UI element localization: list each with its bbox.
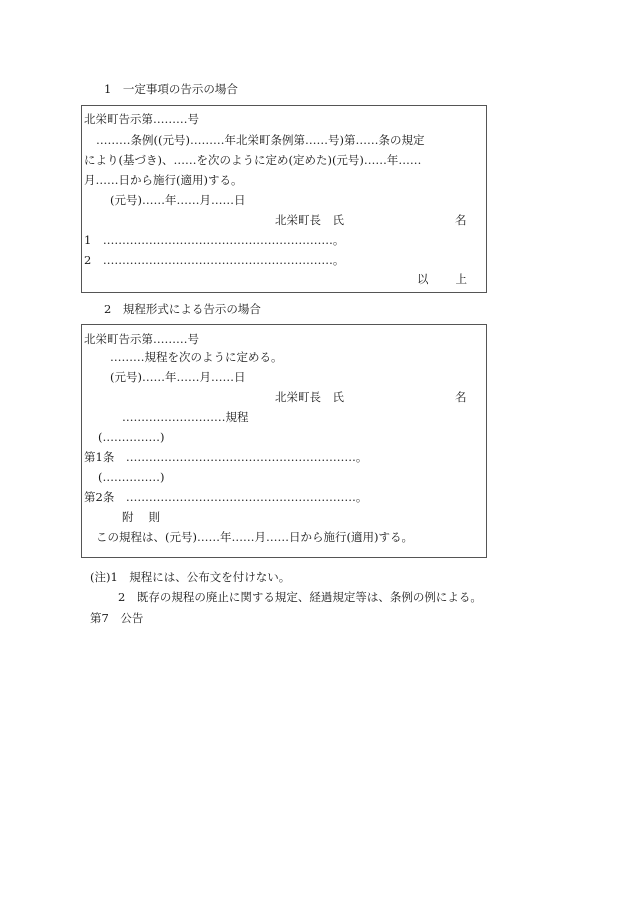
section1-closing [417, 272, 467, 286]
next-section-heading: 第7 公告 [90, 611, 144, 625]
section2-date-line: (元号)……年……月……日 [110, 370, 246, 384]
section2-rule-title: ………………………規程 [122, 410, 249, 424]
section1-body-line1: ………条例((元号)………年北栄町条例第……号)第……条の規定 [96, 133, 425, 147]
section2-supplementary-char-2: 則 [148, 510, 160, 524]
section2-supplementary-title [122, 510, 160, 524]
section1-signer: 北栄町長 氏 [275, 213, 344, 227]
note-1: (注)1 規程には、公布文を付けない。 [90, 570, 291, 584]
section1-body-line3: 月……日から施行(適用)する。 [84, 173, 243, 187]
section2-supplementary-char-1: 附 [122, 510, 134, 524]
section2-heading: 2 規程形式による告示の場合 [104, 302, 261, 316]
section1-signer-name-suffix: 名 [455, 213, 467, 227]
section2-article-2: 第2条 ……………………………………………………。 [84, 490, 368, 504]
note-2: 2 既存の規程の廃止に関する規定、経過規定等は、条例の例による。 [118, 590, 482, 604]
section2-signer: 北栄町長 氏 [275, 390, 344, 404]
section1-item-1: 1 ……………………………………………………。 [84, 233, 345, 247]
section1-notice-number: 北栄町告示第………号 [84, 112, 199, 126]
section1-date-line: (元号)……年……月……日 [110, 193, 246, 207]
section1-heading: 1 一定事項の告示の場合 [104, 82, 238, 96]
section2-article1-caption: (……………) [98, 430, 165, 444]
section2-supplementary-text: この規程は、(元号)……年……月……日から施行(適用)する。 [96, 530, 413, 544]
section2-body-line1: ………規程を次のように定める。 [110, 350, 283, 364]
section2-notice-number: 北栄町告示第………号 [84, 332, 199, 346]
section2-article-1: 第1条 ……………………………………………………。 [84, 450, 368, 464]
section1-closing-char-1: 以 [417, 272, 429, 286]
section2-article2-caption: (……………) [98, 470, 165, 484]
section1-item-2: 2 ……………………………………………………。 [84, 253, 345, 267]
section2-signer-name-suffix: 名 [455, 390, 467, 404]
section1-body-line2: により(基づき)、……を次のように定め(定めた)(元号)……年…… [84, 153, 422, 167]
section1-closing-char-2: 上 [455, 272, 467, 286]
